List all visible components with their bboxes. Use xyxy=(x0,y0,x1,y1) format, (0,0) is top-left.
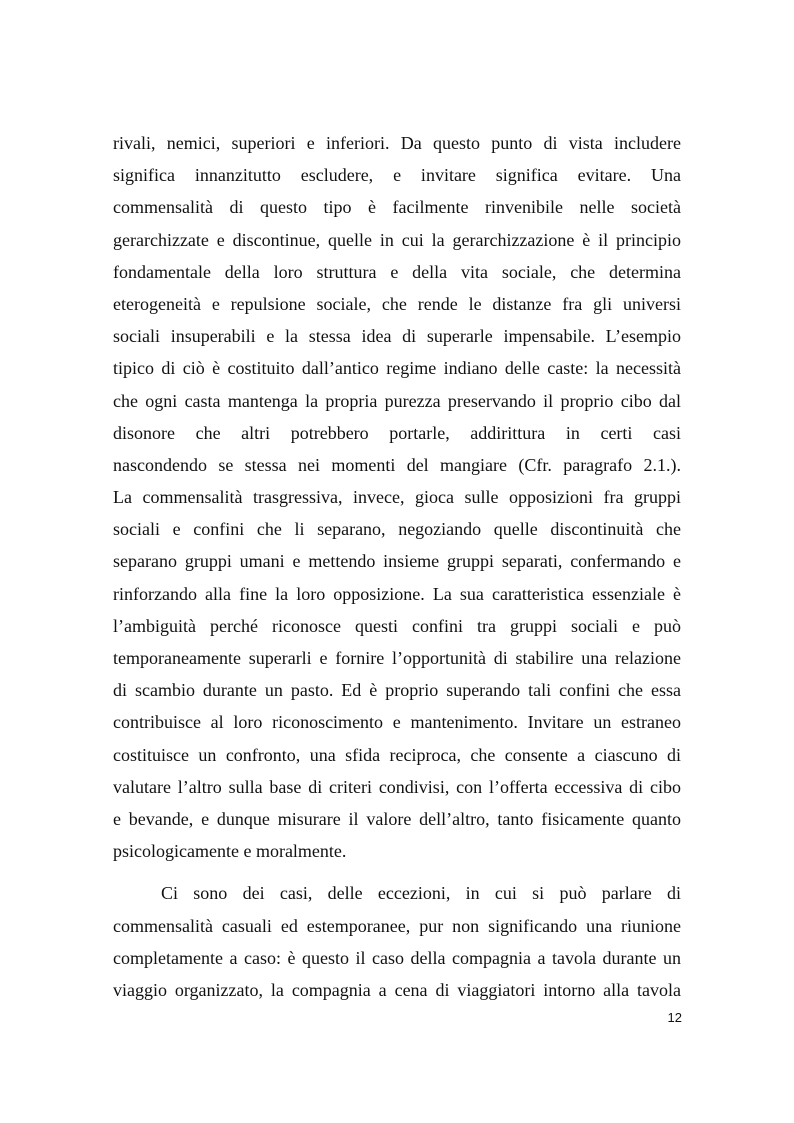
page-number: 12 xyxy=(667,1010,682,1025)
text-line: di scambio durante un pasto. Ed è proprio superando tali confini che essa xyxy=(113,680,681,701)
text-line: fondamentale della loro struttura e della vita sociale, che determina xyxy=(113,261,681,282)
text-line: sociali insuperabili e la stessa idea di superarle impensabile. L’esempio xyxy=(113,326,681,347)
text-line: gerarchizzate e discontinue, quelle in cui la gerarchizzazione è il principio xyxy=(113,229,681,250)
text-line: che ogni casta mantenga la propria purezza preservando il proprio cibo dal xyxy=(113,390,681,411)
text-line: contribuisce al loro riconoscimento e mantenimento. Invitare un estraneo xyxy=(113,712,681,733)
text-line: disonore che altri potrebbero portarle, addirittura in certi casi xyxy=(113,422,681,443)
body-text xyxy=(113,127,681,1006)
text-line: tipico di ciò è costituito dall’antico regime indiano delle caste: la necessità xyxy=(113,358,681,379)
text-line: commensalità di questo tipo è facilmente rinvenibile nelle società xyxy=(113,197,681,218)
text-line: La commensalità trasgressiva, invece, gioca sulle opposizioni fra gruppi xyxy=(113,487,681,508)
text-line: significa innanzitutto escludere, e invitare significa evitare. Una xyxy=(113,165,681,186)
text-line: eterogeneità e repulsione sociale, che rende le distanze fra gli universi xyxy=(113,293,681,314)
text-line: sociali e confini che li separano, negoziando quelle discontinuità che xyxy=(113,519,681,540)
text-line: costituisce un confronto, una sfida reciproca, che consente a ciascuno di xyxy=(113,744,681,765)
text-line: viaggio organizzato, la compagnia a cena di viaggiatori intorno alla tavola xyxy=(113,979,681,1000)
text-line: valutare l’altro sulla base di criteri condivisi, con l’offerta eccessiva di cibo xyxy=(113,776,681,797)
paragraph xyxy=(113,127,681,867)
text-line: rivali, nemici, superiori e inferiori. Da questo punto di vista includere xyxy=(113,133,681,153)
text-line: commensalità casuali ed estemporanee, pur non significando una riunione xyxy=(113,915,681,936)
paragraph xyxy=(113,877,681,1006)
text-line: nascondendo se stessa nei momenti del mangiare (Cfr. paragrafo 2.1.). xyxy=(113,454,681,475)
text-line: e bevande, e dunque misurare il valore dell’altro, tanto fisicamente quanto xyxy=(113,808,681,829)
text-line: temporaneamente superarli e fornire l’opportunità di stabilire una relazione xyxy=(113,648,681,668)
text-line: l’ambiguità perché riconosce questi confini tra gruppi sociali e può xyxy=(113,615,681,636)
text-line: Ci sono dei casi, delle eccezioni, in cui si può parlare di xyxy=(161,883,681,904)
paragraph-gap xyxy=(113,867,681,877)
text-line: separano gruppi umani e mettendo insieme gruppi separati, confermando e xyxy=(113,551,681,572)
text-line: completamente a caso: è questo il caso della compagnia a tavola durante un xyxy=(113,947,681,968)
text-line: rinforzando alla fine la loro opposizione. La sua caratteristica essenziale è xyxy=(113,583,681,604)
text-line: psicologicamente e moralmente. xyxy=(113,841,347,862)
